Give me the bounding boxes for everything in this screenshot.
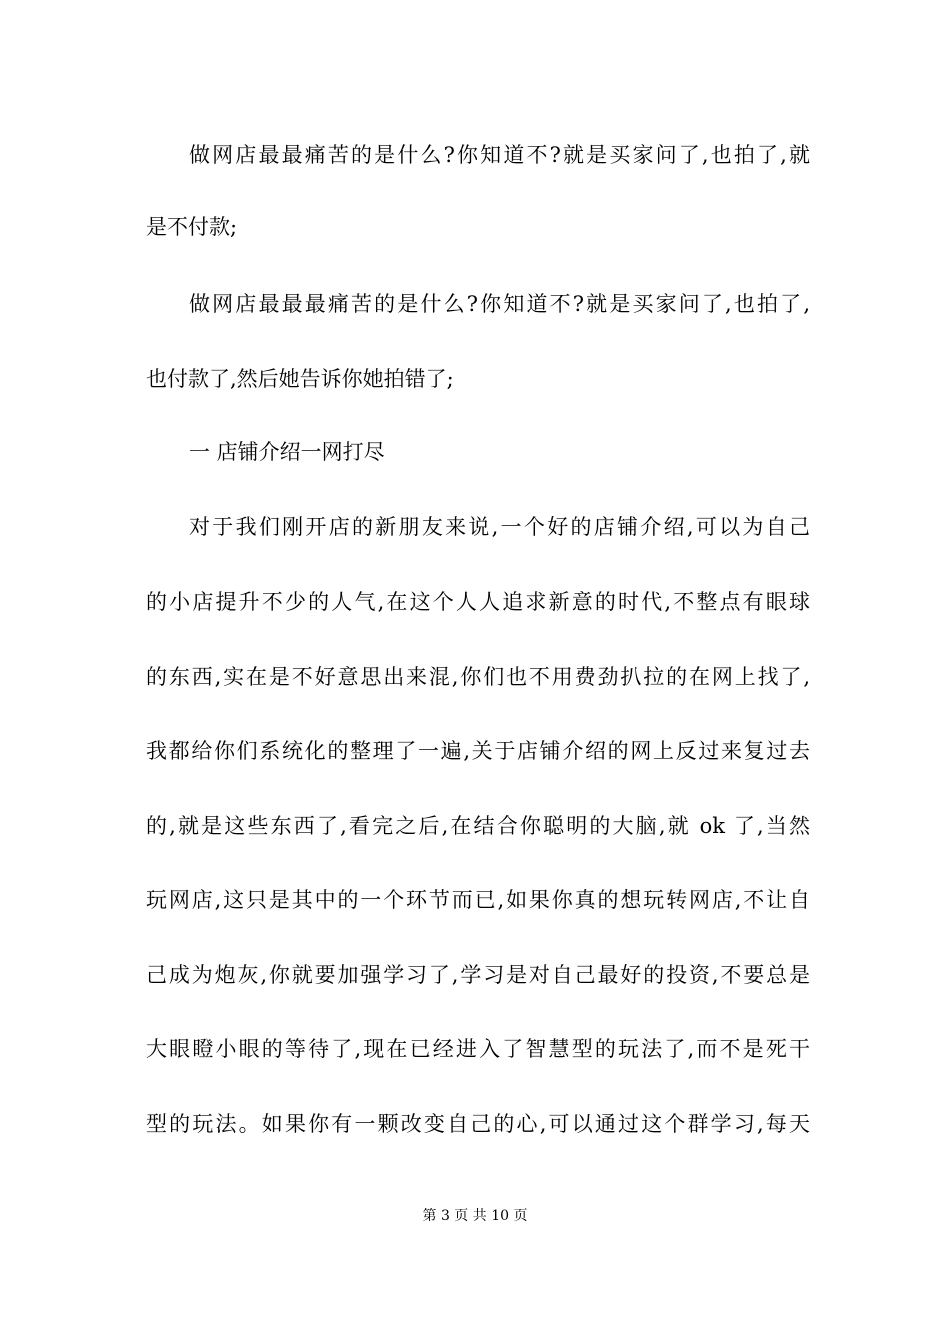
paragraph-1-line-2: 是不付款; (146, 215, 238, 239)
paragraph-2-line-2: 也付款了,然后她告诉你她拍错了; (146, 367, 454, 391)
paragraph-3-line-6: 玩网店,这只是其中的一个环节而已,如果你真的想玩转网店,不让自 (146, 888, 810, 912)
paragraph-3-line-5: 的,就是这些东西了,看完之后,在结合你聪明的大脑,就 ok 了,当然 (146, 814, 810, 838)
paragraph-3-line-8: 大眼瞪小眼的等待了,现在已经进入了智慧型的玩法了,而不是死干 (146, 1037, 810, 1061)
section-heading: 一 店铺介绍一网打尽 (189, 440, 385, 464)
paragraph-3-line-2: 的小店提升不少的人气,在这个人人追求新意的时代,不整点有眼球 (146, 590, 810, 614)
paragraph-3-line-4: 我都给你们系统化的整理了一遍,关于店铺介绍的网上反过来复过去 (146, 739, 810, 763)
page-number-footer: 第 3 页 共 10 页 (422, 1208, 528, 1224)
paragraph-3-line-7: 己成为炮灰,你就要加强学习了,学习是对自己最好的投资,不要总是 (146, 963, 810, 987)
paragraph-3-line-3: 的东西,实在是不好意思出来混,你们也不用费劲扒拉的在网上找了, (146, 665, 810, 689)
paragraph-1-line-1: 做网店最最痛苦的是什么?你知道不?就是买家问了,也拍了,就 (189, 143, 810, 167)
paragraph-2-line-1: 做网店最最最痛苦的是什么?你知道不?就是买家问了,也拍了, (189, 292, 810, 316)
paragraph-3-line-1: 对于我们刚开店的新朋友来说,一个好的店铺介绍,可以为自己 (189, 515, 810, 539)
paragraph-3-line-9: 型的玩法。如果你有一颗改变自己的心,可以通过这个群学习,每天 (146, 1112, 810, 1136)
